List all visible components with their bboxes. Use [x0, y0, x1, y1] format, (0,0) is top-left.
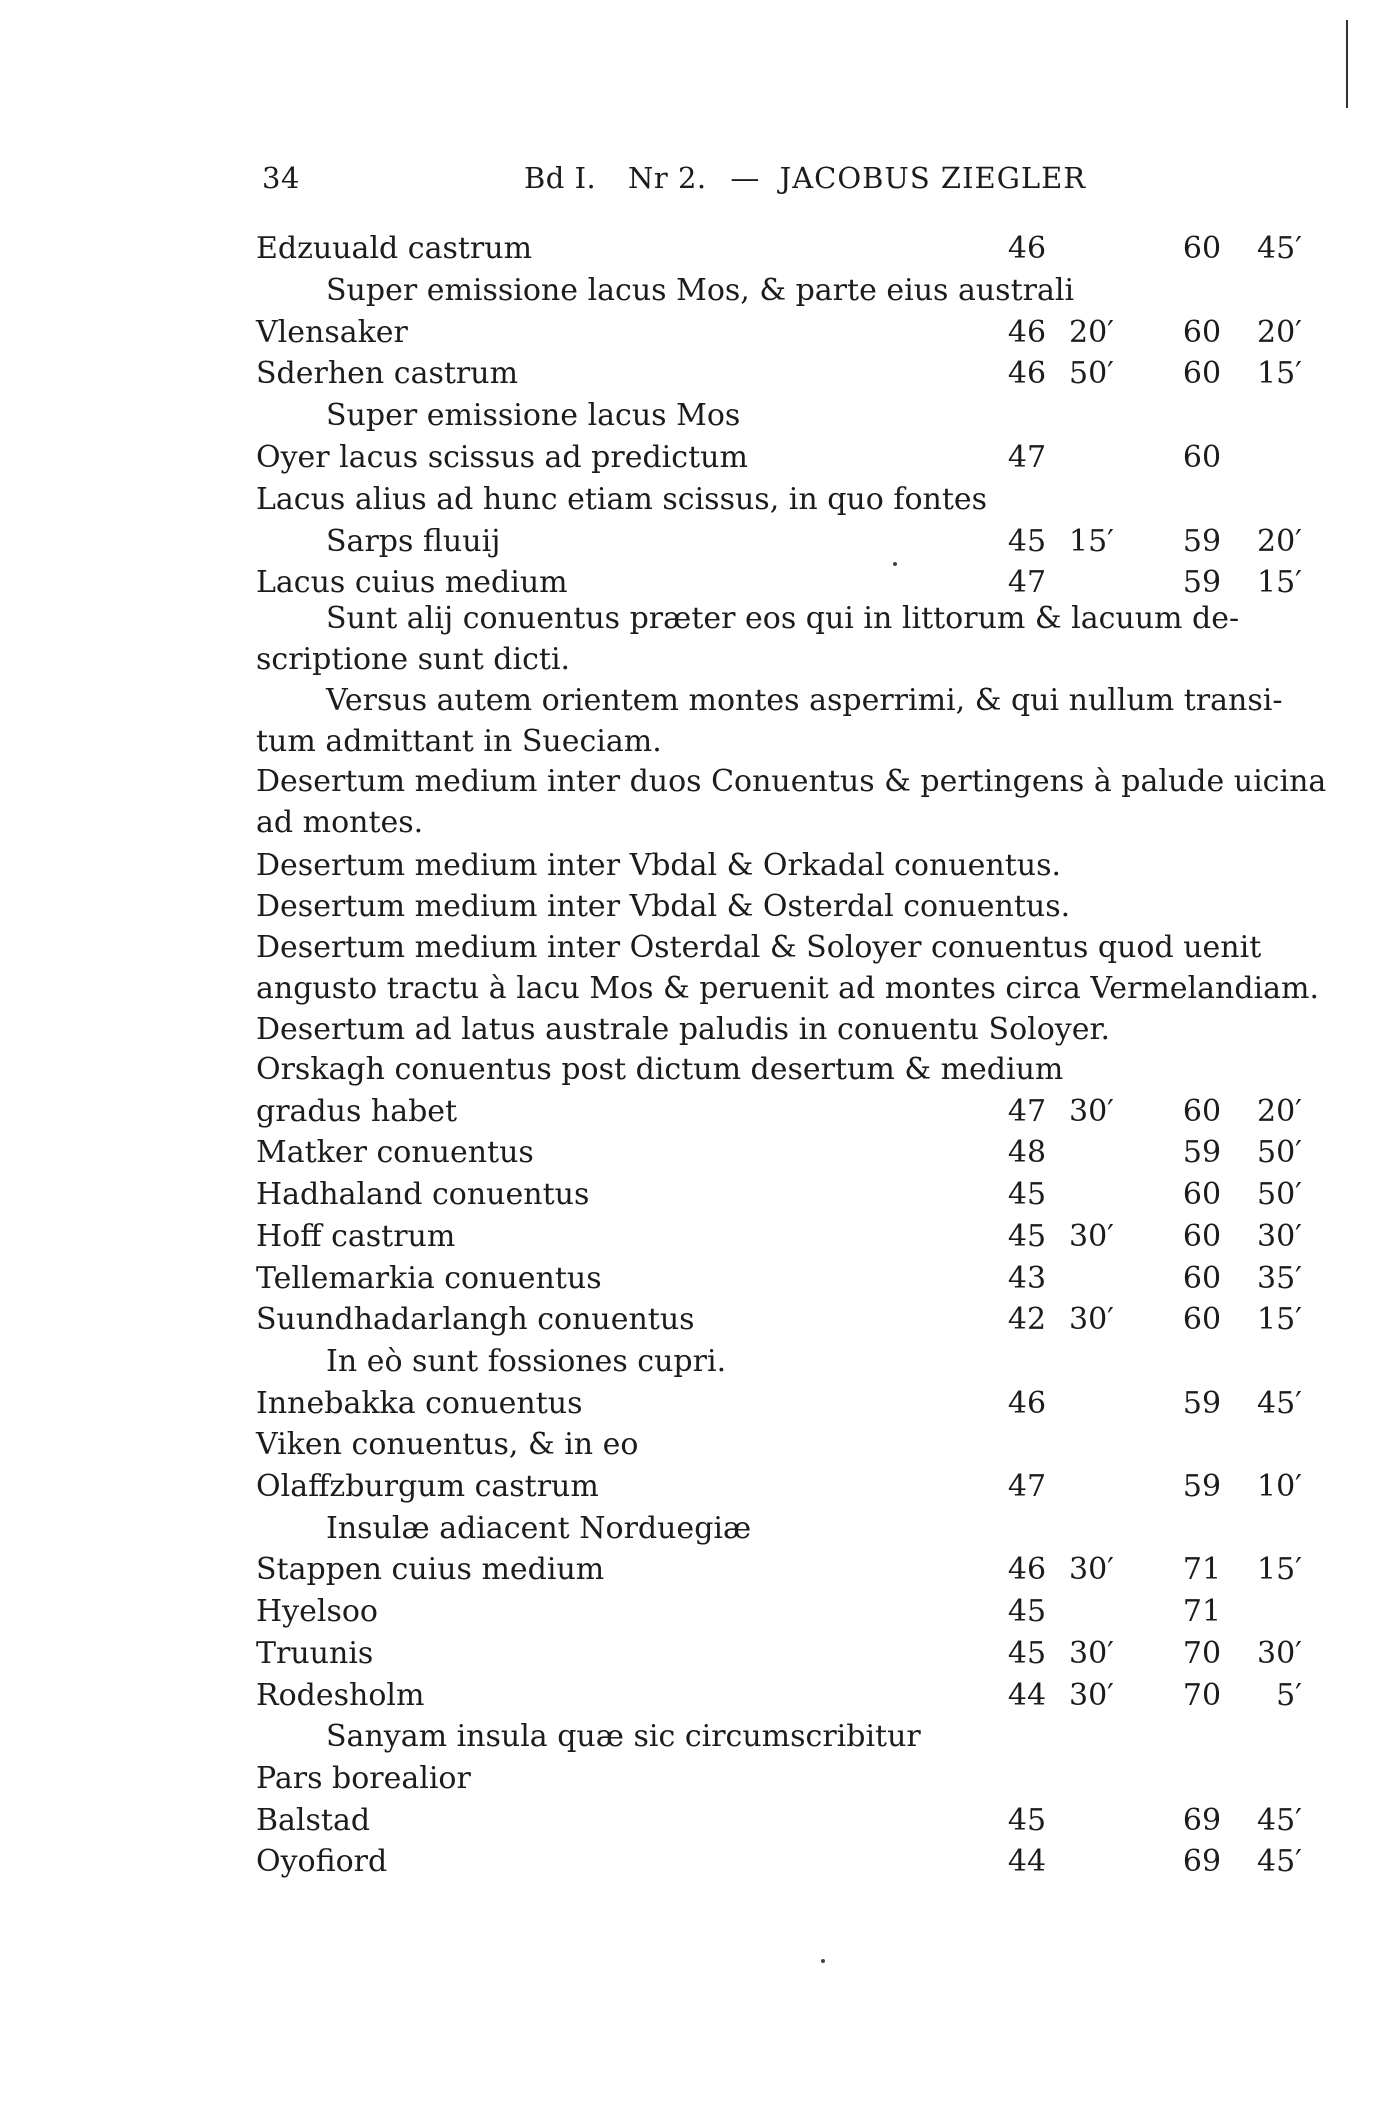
table-row	[256, 270, 1332, 311]
table-row	[256, 1216, 1332, 1257]
place-name: Super emissione lacus Mos, & parte eius australi	[326, 272, 1075, 308]
longitude-degrees: 71	[1182, 1594, 1222, 1630]
longitude-minutes: 10′	[1257, 1469, 1302, 1504]
place-name: Rodesholm	[256, 1677, 425, 1713]
latitude-minutes: 50′	[1069, 356, 1114, 392]
print-speck	[821, 1959, 825, 1963]
longitude-minutes: 20′	[1257, 523, 1302, 559]
latitude-minutes: 30′	[1069, 1552, 1114, 1588]
table-row	[256, 1132, 1332, 1173]
longitude-degrees: 70	[1182, 1635, 1222, 1671]
paragraph-line: tum admittant in Sueciam.	[256, 724, 662, 759]
longitude-minutes: 45′	[1257, 1802, 1302, 1838]
table-row	[256, 395, 1332, 436]
header-dash: —	[730, 161, 760, 195]
place-name: Hoff castrum	[256, 1218, 456, 1254]
latitude-degrees: 46	[1007, 1552, 1047, 1588]
paragraph-line: Sunt alij conuentus præter eos qui in littorum & lacuum de-	[326, 601, 1240, 636]
place-name: Sanyam insula quæ sic circumscribitur	[326, 1719, 921, 1755]
place-name: Hadhaland conuentus	[256, 1177, 590, 1213]
longitude-degrees: 59	[1182, 1385, 1222, 1421]
latitude-degrees: 43	[1007, 1260, 1047, 1296]
place-name: Insulæ adiacent Norduegiæ	[326, 1510, 752, 1546]
longitude-degrees: 60	[1182, 440, 1222, 475]
paragraph-line: scriptione sunt dicti.	[256, 642, 571, 677]
latitude-degrees: 45	[1007, 1218, 1047, 1254]
longitude-minutes: 15′	[1257, 356, 1302, 392]
longitude-minutes: 30′	[1257, 1635, 1302, 1671]
longitude-minutes: 20′	[1257, 314, 1302, 350]
paragraph-line: ad montes.	[256, 805, 424, 840]
longitude-degrees: 60	[1182, 1093, 1222, 1129]
table-row	[256, 437, 1332, 478]
longitude-degrees: 60	[1182, 1177, 1222, 1213]
place-name: Lacus alius ad hunc etiam scissus, in quo fontes	[256, 481, 988, 517]
place-name: Oyer lacus scissus ad predictum	[256, 440, 748, 475]
place-name: Super emissione lacus Mos	[326, 398, 741, 434]
latitude-degrees: 44	[1007, 1677, 1047, 1713]
place-name: Sarps fluuij	[326, 523, 501, 559]
longitude-degrees: 59	[1182, 565, 1222, 601]
place-name: Lacus cuius medium	[256, 565, 568, 601]
latitude-degrees: 44	[1007, 1844, 1047, 1880]
table-row	[256, 1591, 1332, 1632]
longitude-degrees: 60	[1182, 1260, 1222, 1296]
longitude-degrees: 70	[1182, 1677, 1222, 1713]
place-name: Hyelsoo	[256, 1594, 378, 1630]
longitude-degrees: 60	[1182, 314, 1222, 350]
longitude-minutes: 15′	[1257, 565, 1302, 601]
table-row	[256, 1633, 1332, 1674]
longitude-minutes: 45′	[1257, 1844, 1302, 1880]
place-name: Pars borealior	[256, 1760, 471, 1796]
longitude-minutes: 45′	[1257, 231, 1302, 266]
latitude-degrees: 46	[1007, 231, 1047, 266]
table-row	[256, 1424, 1332, 1465]
issue-label: Nr 2.	[628, 161, 707, 195]
longitude-degrees: 69	[1182, 1844, 1222, 1880]
paragraph-line: Desertum medium inter Vbdal & Osterdal conuentus.	[256, 889, 1071, 924]
longitude-degrees: 59	[1182, 1135, 1222, 1171]
longitude-minutes: 15′	[1257, 1302, 1302, 1338]
place-name: Truunis	[256, 1635, 374, 1671]
longitude-minutes: 35′	[1257, 1260, 1302, 1296]
latitude-degrees: 47	[1007, 1093, 1047, 1129]
place-name: In eò sunt fossiones cupri.	[326, 1343, 727, 1379]
table-row	[256, 353, 1332, 394]
latitude-minutes: 30′	[1069, 1677, 1114, 1713]
latitude-minutes: 30′	[1069, 1218, 1114, 1254]
latitude-degrees: 46	[1007, 356, 1047, 392]
place-name: Innebakka conuentus	[256, 1385, 583, 1421]
place-name: Tellemarkia conuentus	[256, 1260, 602, 1296]
latitude-minutes: 30′	[1069, 1093, 1114, 1129]
longitude-minutes: 5′	[1276, 1677, 1302, 1713]
paragraph-line: angusto tractu à lacu Mos & peruenit ad montes circa Vermelandiam.	[256, 971, 1320, 1006]
volume-label: Bd I.	[524, 161, 597, 195]
place-name: Sderhen castrum	[256, 356, 519, 392]
longitude-degrees: 59	[1182, 1469, 1222, 1504]
place-name: Orskagh conuentus post dictum desertum & medium	[256, 1052, 1064, 1087]
latitude-degrees: 45	[1007, 1635, 1047, 1671]
running-head	[524, 161, 1086, 195]
longitude-degrees: 71	[1182, 1552, 1222, 1588]
table-row	[256, 1508, 1332, 1549]
longitude-degrees: 60	[1182, 231, 1222, 266]
longitude-minutes: 50′	[1257, 1135, 1302, 1171]
table-row	[256, 1466, 1332, 1507]
place-name: Olaffzburgum castrum	[256, 1469, 599, 1504]
latitude-degrees: 47	[1007, 565, 1047, 601]
place-name: Matker conuentus	[256, 1135, 534, 1171]
table-row	[256, 1800, 1332, 1841]
table-row	[256, 521, 1332, 562]
latitude-degrees: 45	[1007, 1177, 1047, 1213]
paragraph-line: Desertum medium inter Vbdal & Orkadal conuentus.	[256, 848, 1062, 883]
table-row	[256, 1675, 1332, 1716]
longitude-degrees: 60	[1182, 1218, 1222, 1254]
table-row	[256, 312, 1332, 353]
longitude-degrees: 69	[1182, 1802, 1222, 1838]
paragraph-line: Versus autem orientem montes asperrimi, & qui nullum transi-	[326, 683, 1283, 718]
latitude-minutes: 30′	[1069, 1635, 1114, 1671]
table-row	[256, 1174, 1332, 1215]
paragraph-line: Desertum ad latus australe paludis in conuentu Soloyer.	[256, 1012, 1111, 1047]
latitude-degrees: 45	[1007, 1594, 1047, 1630]
paragraph-line: Desertum medium inter duos Conuentus & pertingens à palude uicina	[256, 764, 1327, 799]
table-row	[256, 1341, 1332, 1382]
table-row	[256, 1258, 1332, 1299]
latitude-degrees: 47	[1007, 440, 1047, 475]
table-row	[256, 1299, 1332, 1340]
place-name: Balstad	[256, 1802, 371, 1838]
print-speck	[893, 562, 897, 566]
table-row	[256, 1049, 1332, 1090]
latitude-degrees: 45	[1007, 523, 1047, 559]
place-name: gradus habet	[256, 1093, 458, 1129]
longitude-minutes: 30′	[1257, 1218, 1302, 1254]
longitude-degrees: 60	[1182, 356, 1222, 392]
page-number: 34	[262, 161, 300, 195]
place-name: Stappen cuius medium	[256, 1552, 605, 1588]
place-name: Vlensaker	[256, 314, 408, 350]
longitude-minutes: 45′	[1257, 1385, 1302, 1421]
longitude-minutes: 15′	[1257, 1552, 1302, 1588]
latitude-minutes: 20′	[1069, 314, 1114, 350]
latitude-degrees: 48	[1007, 1135, 1047, 1171]
table-row	[256, 1841, 1332, 1882]
longitude-degrees: 59	[1182, 523, 1222, 559]
latitude-minutes: 15′	[1069, 523, 1114, 559]
longitude-minutes: 20′	[1257, 1093, 1302, 1129]
latitude-degrees: 46	[1007, 1385, 1047, 1421]
place-name: Oyofiord	[256, 1844, 388, 1880]
latitude-degrees: 47	[1007, 1469, 1047, 1504]
table-row	[256, 1549, 1332, 1590]
table-row	[256, 479, 1332, 520]
latitude-degrees: 46	[1007, 314, 1047, 350]
table-row	[256, 1091, 1332, 1132]
scan-edge-line	[1346, 20, 1348, 108]
longitude-degrees: 60	[1182, 1302, 1222, 1338]
place-name: Edzuuald castrum	[256, 231, 533, 266]
table-row	[256, 228, 1332, 269]
place-name: Viken conuentus, & in eo	[256, 1427, 639, 1463]
author-name: JACOBUS ZIEGLER	[779, 161, 1087, 195]
table-row	[256, 1758, 1332, 1799]
paragraph-line: Desertum medium inter Osterdal & Soloyer conuentus quod uenit	[256, 930, 1262, 965]
latitude-degrees: 42	[1007, 1302, 1047, 1338]
table-row	[256, 1383, 1332, 1424]
table-row	[256, 1716, 1332, 1757]
latitude-degrees: 45	[1007, 1802, 1047, 1838]
latitude-minutes: 30′	[1069, 1302, 1114, 1338]
longitude-minutes: 50′	[1257, 1177, 1302, 1213]
place-name: Suundhadarlangh conuentus	[256, 1302, 695, 1338]
